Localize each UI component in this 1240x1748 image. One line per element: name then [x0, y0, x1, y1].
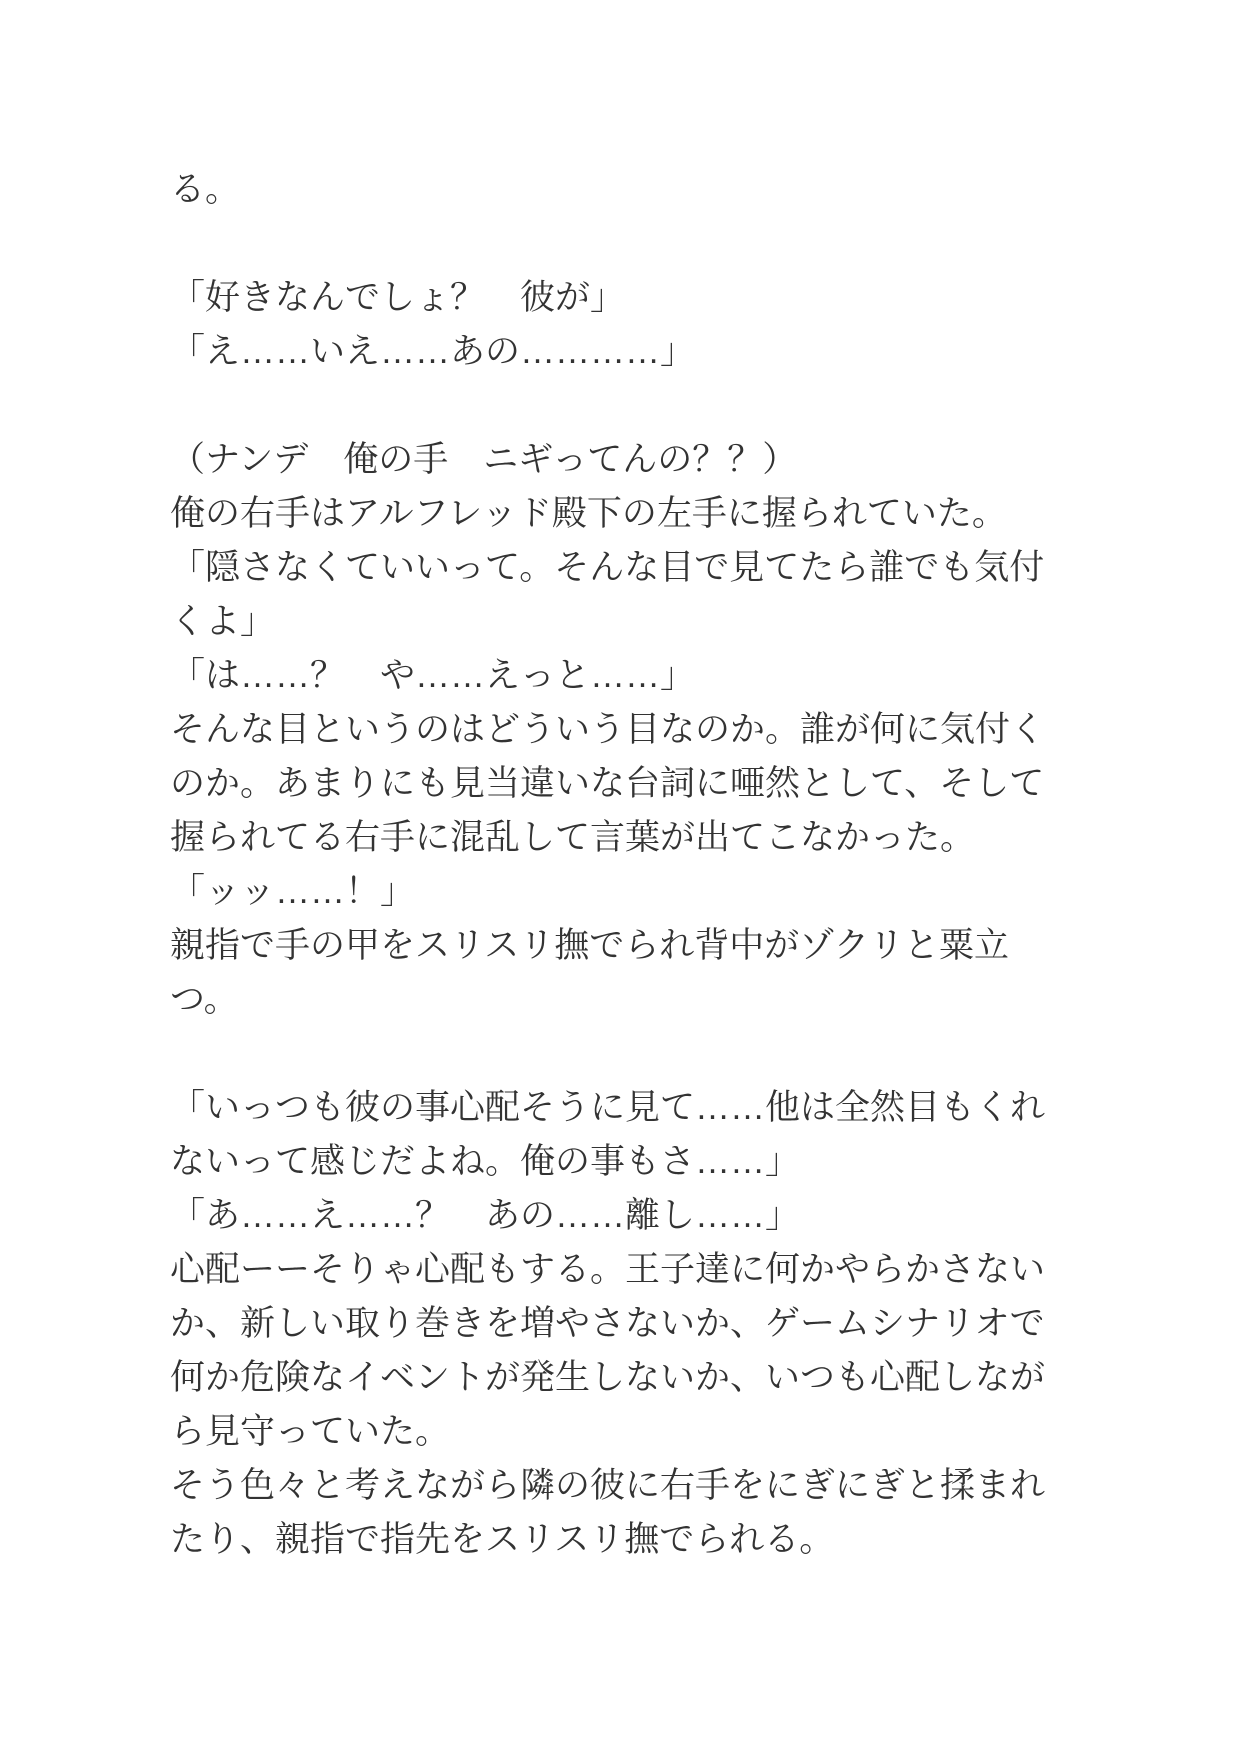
text-line: ら見守っていた。	[170, 1412, 451, 1451]
text-line: 「隠さなくていいって。そんな目で見てたら誰でも気付	[170, 548, 1045, 587]
text-line	[170, 217, 1070, 271]
text-line: 「あ……え……？ あの……離し……」	[170, 1196, 801, 1235]
text-line: （ナンデ 俺の手 ニギってんの？？）	[170, 440, 798, 479]
text-line: たり、親指で指先をスリスリ撫でられる。	[170, 1520, 835, 1559]
text-line: 親指で手の甲をスリスリ撫でられ背中がゾクリと粟立	[170, 926, 1009, 965]
text-line	[170, 1027, 1070, 1081]
text-line: 俺の右手はアルフレッド殿下の左手に握られていた。	[170, 494, 1007, 533]
text-line: か、新しい取り巻きを増やさないか、ゲームシナリオで	[170, 1304, 1045, 1343]
text-line: 「え……いえ……あの…………」	[170, 332, 696, 371]
text-line: 「ッッ……！」	[170, 872, 416, 911]
text-line: そんな目というのはどういう目なのか。誰が何に気付く	[170, 710, 1046, 749]
text-line: 「好きなんでしょ？ 彼が」	[170, 278, 626, 317]
text-line: ないって感じだよね。俺の事もさ……」	[170, 1142, 801, 1181]
text-line: つ。	[170, 980, 239, 1019]
text-line: くよ」	[170, 602, 276, 641]
text-line: 「いっつも彼の事心配そうに見て……他は全然目もくれ	[170, 1088, 1046, 1127]
text-line: のか。あまりにも見当違いな台詞に唖然として、そして	[170, 764, 1045, 803]
text-line	[170, 379, 1070, 433]
text-line: 何か危険なイベントが発生しないか、いつも心配しなが	[170, 1358, 1046, 1397]
text-line: 心配ーーそりゃ心配もする。王子達に何かやらかさない	[170, 1250, 1046, 1289]
text-line: 「は……？ や……えっと……」	[170, 656, 696, 695]
novel-text-page	[170, 163, 1070, 1567]
text-line: 握られてる右手に混乱して言葉が出てこなかった。	[170, 818, 976, 857]
text-lines	[170, 163, 1070, 1567]
text-line: る。	[170, 170, 241, 209]
text-line: そう色々と考えながら隣の彼に右手をにぎにぎと揉まれ	[170, 1466, 1046, 1505]
